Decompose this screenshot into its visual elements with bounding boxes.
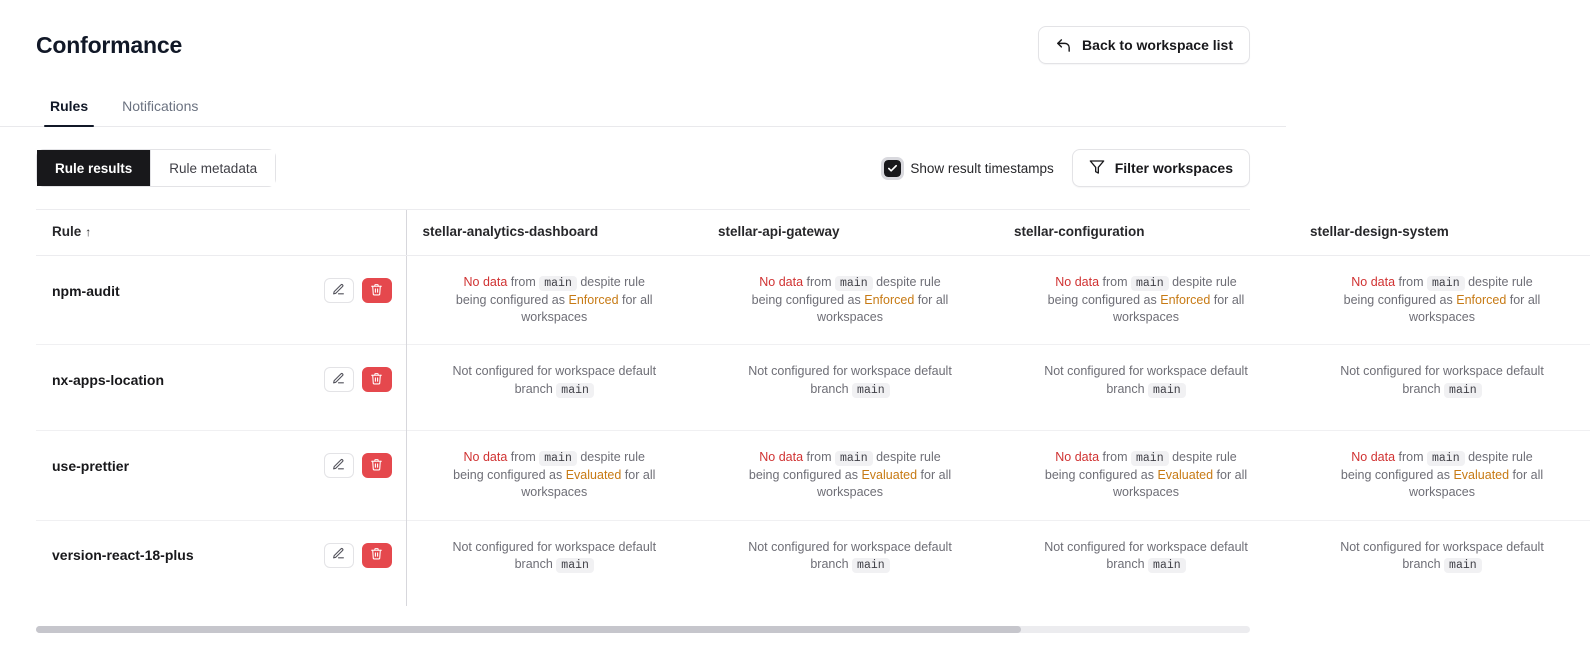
status-nodata: No data <box>1351 275 1396 289</box>
result-cell <box>406 256 702 345</box>
cell-text: Not configured for workspace default branch main <box>452 539 657 572</box>
result-cell <box>406 520 702 606</box>
column-header-workspace-4[interactable]: stellar-design-system <box>1294 210 1590 256</box>
rule-status: Evaluated <box>1453 468 1510 483</box>
table-row <box>36 520 1590 606</box>
branch-tag: main <box>539 451 577 466</box>
result-cell <box>998 345 1294 431</box>
cell-text: Not configured for workspace default branch main <box>748 364 952 397</box>
rule-cell <box>36 345 406 431</box>
segment-rule-metadata[interactable]: Rule metadata <box>151 150 275 186</box>
table-row <box>36 431 1590 520</box>
edit-rule-button[interactable] <box>324 453 354 478</box>
branch-tag: main <box>1131 451 1169 466</box>
result-cell <box>702 256 998 345</box>
edit-rule-button[interactable] <box>324 367 354 392</box>
filter-workspaces-button[interactable] <box>1072 149 1250 187</box>
cell-text: No data from main despite rule being configured as Evaluated for all workspaces <box>453 450 656 500</box>
branch-tag: main <box>852 558 890 573</box>
branch-tag: main <box>556 558 594 573</box>
cell-text: Not configured for workspace default branch main <box>1340 364 1544 397</box>
rule-name: use-prettier <box>52 457 130 474</box>
branch-tag: main <box>1131 276 1169 291</box>
checkbox-label: Show result timestamps <box>910 160 1054 176</box>
funnel-icon <box>1089 159 1105 178</box>
trash-icon <box>370 458 383 474</box>
row-actions <box>324 367 392 392</box>
rule-cell <box>36 520 406 606</box>
rules-table-container <box>36 209 1544 595</box>
toolbar-right-group <box>884 149 1250 187</box>
row-actions <box>324 543 392 568</box>
branch-tag: main <box>556 383 594 398</box>
edit-rule-button[interactable] <box>324 278 354 303</box>
table-header-row <box>36 210 1590 256</box>
branch-tag: main <box>539 276 577 291</box>
cell-text: No data from main despite rule being configured as Evaluated for all workspaces <box>1340 450 1544 500</box>
delete-rule-button[interactable] <box>362 278 392 303</box>
page-header <box>0 0 1286 64</box>
page-title: Conformance <box>36 31 183 58</box>
result-cell <box>1294 431 1590 520</box>
branch-tag: main <box>1427 451 1465 466</box>
tab-bar <box>0 90 1286 127</box>
column-header-workspace-3[interactable]: stellar-configuration <box>998 210 1294 256</box>
status-nodata: No data <box>759 275 804 289</box>
table-body <box>36 256 1590 607</box>
trash-icon <box>370 372 383 388</box>
row-actions <box>324 453 392 478</box>
branch-tag: main <box>835 276 873 291</box>
tab-notifications[interactable]: Notifications <box>108 90 212 126</box>
result-cell <box>702 431 998 520</box>
column-header-rule-label: Rule <box>52 224 82 239</box>
rule-status: Evaluated <box>565 468 622 483</box>
trash-icon <box>370 547 383 563</box>
filter-button-label: Filter workspaces <box>1114 160 1233 176</box>
cell-text: Not configured for workspace default branch main <box>452 364 657 397</box>
branch-tag: main <box>1444 383 1482 398</box>
table-head <box>36 210 1590 256</box>
cell-text: Not configured for workspace default branch main <box>1044 539 1248 572</box>
result-cell <box>406 431 702 520</box>
branch-tag: main <box>1148 383 1186 398</box>
column-header-workspace-1[interactable]: stellar-analytics-dashboard <box>406 210 702 256</box>
tab-rules[interactable]: Rules <box>36 90 102 126</box>
rules-table <box>36 210 1590 606</box>
arrow-undo-icon <box>1055 37 1072 54</box>
rule-status: Enforced <box>1456 292 1507 307</box>
branch-tag: main <box>852 383 890 398</box>
rule-status: Enforced <box>1160 292 1211 307</box>
result-cell <box>998 520 1294 606</box>
result-cell <box>1294 345 1590 431</box>
cell-text: No data from main despite rule being configured as Enforced for all workspaces <box>1047 275 1245 325</box>
result-cell <box>998 431 1294 520</box>
pencil-icon <box>332 372 345 388</box>
table-row <box>36 256 1590 345</box>
cell-text: No data from main despite rule being configured as Enforced for all workspaces <box>455 275 653 325</box>
status-nodata: No data <box>463 450 508 465</box>
result-cell <box>702 345 998 431</box>
rule-cell <box>36 431 406 520</box>
result-cell <box>1294 520 1590 606</box>
rule-status: Evaluated <box>861 468 918 483</box>
checkmark-icon <box>887 163 898 174</box>
toolbar <box>0 127 1286 187</box>
cell-text: Not configured for workspace default branch main <box>748 539 952 572</box>
result-cell <box>1294 256 1590 345</box>
result-cell <box>998 256 1294 345</box>
horizontal-scrollbar-track[interactable] <box>36 626 1250 633</box>
column-header-workspace-2[interactable]: stellar-api-gateway <box>702 210 998 256</box>
table-row <box>36 345 1590 431</box>
cell-text: No data from main despite rule being configured as Evaluated for all workspaces <box>1044 450 1248 500</box>
rule-cell <box>36 256 406 345</box>
delete-rule-button[interactable] <box>362 367 392 392</box>
rule-name: nx-apps-location <box>52 371 165 388</box>
view-mode-segmented-control <box>36 149 276 187</box>
show-result-timestamps-checkbox[interactable] <box>884 160 1053 177</box>
pencil-icon <box>332 458 345 474</box>
branch-tag: main <box>1427 276 1465 291</box>
status-nodata: No data <box>1055 275 1100 289</box>
rule-name: version-react-18-plus <box>52 547 194 564</box>
result-cell <box>406 345 702 431</box>
checkbox-box[interactable] <box>884 160 901 177</box>
delete-rule-button[interactable] <box>362 453 392 478</box>
status-nodata: No data <box>463 275 508 289</box>
branch-tag: main <box>1444 558 1482 573</box>
delete-rule-button[interactable] <box>362 543 392 568</box>
cell-text: No data from main despite rule being configured as Evaluated for all workspaces <box>748 450 952 500</box>
branch-tag: main <box>1148 558 1186 573</box>
rule-status: Enforced <box>568 292 619 307</box>
edit-rule-button[interactable] <box>324 543 354 568</box>
rule-status: Enforced <box>864 292 915 307</box>
segment-rule-results[interactable]: Rule results <box>37 150 150 186</box>
cell-text: No data from main despite rule being configured as Enforced for all workspaces <box>1343 275 1541 325</box>
cell-text: Not configured for workspace default branch main <box>1044 364 1248 397</box>
pencil-icon <box>332 283 345 299</box>
sort-ascending-icon: ↑ <box>85 225 92 239</box>
cell-text: No data from main despite rule being configured as Enforced for all workspaces <box>751 275 949 325</box>
status-nodata: No data <box>1351 450 1396 465</box>
status-nodata: No data <box>1055 450 1100 465</box>
result-cell <box>702 520 998 606</box>
row-actions <box>324 278 392 303</box>
back-button-label: Back to workspace list <box>1082 37 1233 53</box>
status-nodata: No data <box>759 450 804 465</box>
back-to-workspace-list-button[interactable] <box>1038 26 1250 64</box>
branch-tag: main <box>835 451 873 466</box>
column-header-rule[interactable] <box>36 210 406 256</box>
pencil-icon <box>332 547 345 563</box>
rule-status: Evaluated <box>1157 468 1214 483</box>
cell-text: Not configured for workspace default branch main <box>1340 539 1544 572</box>
trash-icon <box>370 283 383 299</box>
horizontal-scrollbar-thumb[interactable] <box>36 626 1021 633</box>
rule-name: npm-audit <box>52 282 120 299</box>
